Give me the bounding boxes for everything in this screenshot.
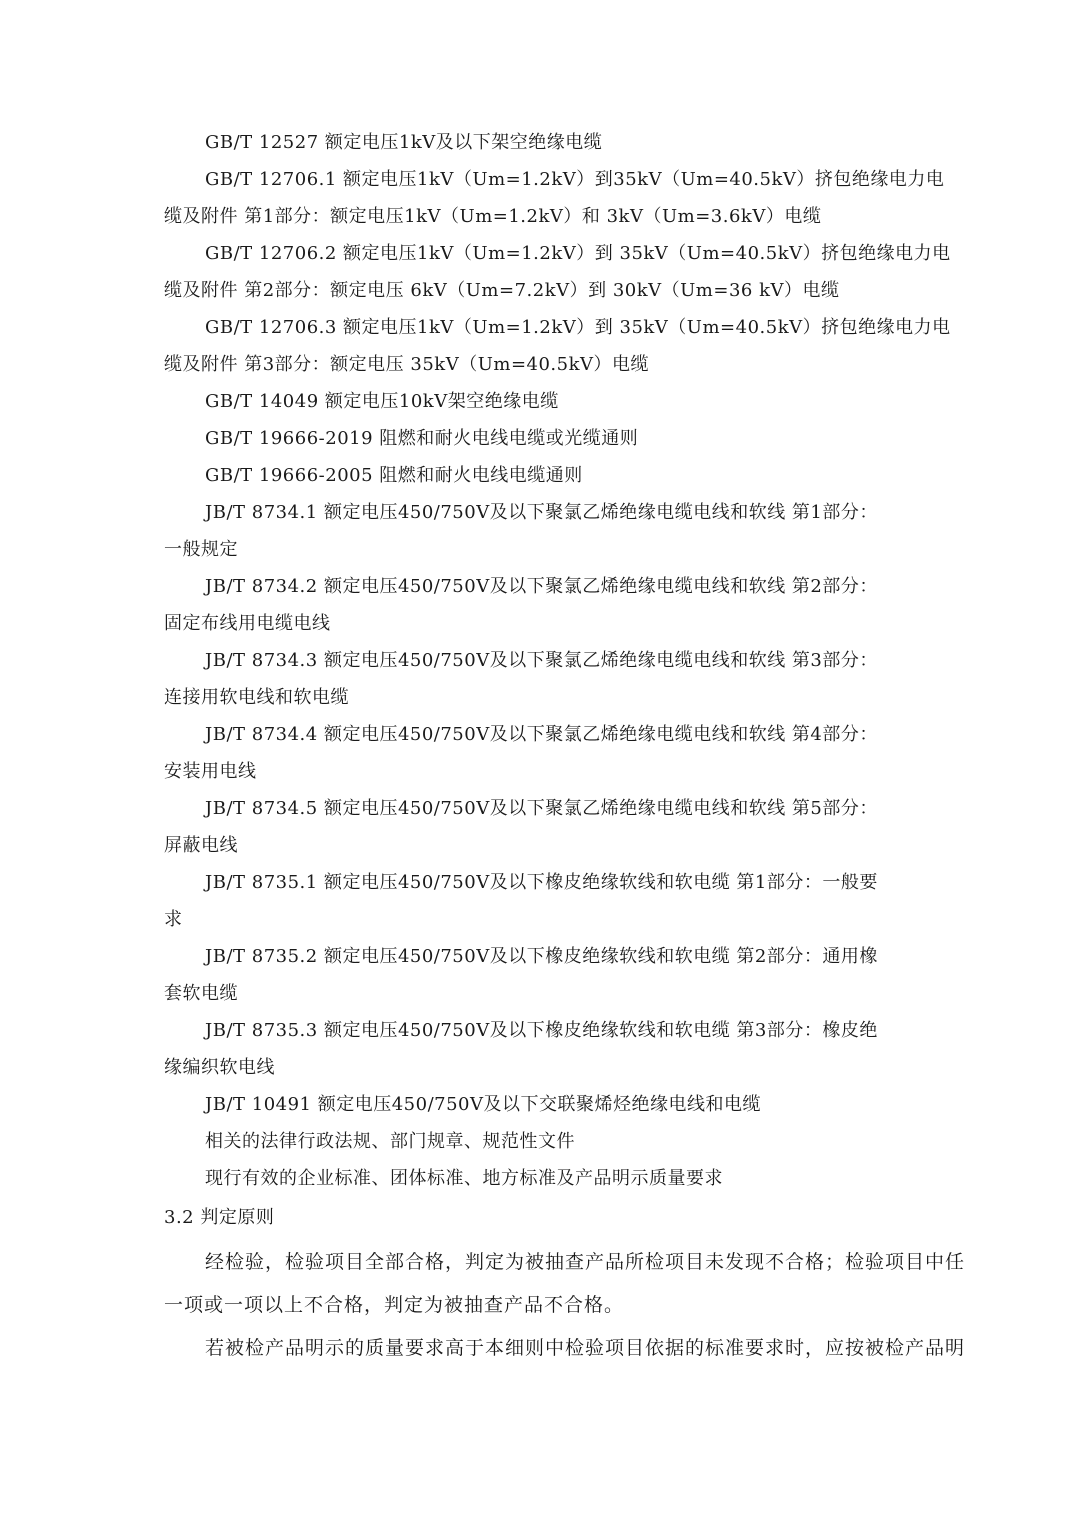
reference-line-continuation: 求 [164,909,183,930]
reference-line-continuation: 连接用软电线和软电缆 [164,687,349,708]
reference-line-continuation: 套软电缆 [164,983,238,1004]
reference-line-continuation: 缆及附件 第1部分：额定电压1kV（Um=1.2kV）和 3kV（Um=3.6kV）电缆 [164,206,822,227]
reference-line: GB/T 12706.1 额定电压1kV（Um=1.2kV）到35kV（Um=40.5kV）挤包绝缘电力电 [205,169,945,190]
reference-line-continuation: 缆及附件 第3部分：额定电压 35kV（Um=40.5kV）电缆 [164,354,650,375]
reference-line: JB/T 8735.2 额定电压450/750V及以下橡皮绝缘软线和软电缆 第2部分：通用橡 [205,946,878,967]
paragraph-line: 若被检产品明示的质量要求高于本细则中检验项目依据的标准要求时，应按被检产品明 [205,1337,966,1359]
reference-line-continuation: 缆及附件 第2部分：额定电压 6kV（Um=7.2kV）到 30kV（Um=36 kV）电缆 [164,280,840,301]
reference-line: JB/T 8735.1 额定电压450/750V及以下橡皮绝缘软线和软电缆 第1部分：一般要 [205,872,878,893]
reference-line: JB/T 8735.3 额定电压450/750V及以下橡皮绝缘软线和软电缆 第3部分：橡皮绝 [205,1020,878,1041]
reference-line: 现行有效的企业标准、团体标准、地方标准及产品明示质量要求 [205,1168,723,1189]
section-heading: 3.2 判定原则 [164,1207,275,1228]
reference-line: GB/T 19666-2019 阻燃和耐火电线电缆或光缆通则 [205,428,639,449]
reference-line: GB/T 19666-2005 阻燃和耐火电线电缆通则 [205,465,583,486]
paragraph-line: 一项或一项以上不合格，判定为被抽查产品不合格。 [164,1294,625,1316]
reference-line-continuation: 一般规定 [164,539,238,560]
reference-line: JB/T 8734.4 额定电压450/750V及以下聚氯乙烯绝缘电缆电线和软线 第4部分： [205,724,878,745]
reference-line-continuation: 安装用电线 [164,761,257,782]
reference-line: GB/T 12527 额定电压1kV及以下架空绝缘电缆 [205,132,603,153]
reference-line: JB/T 10491 额定电压450/750V及以下交联聚烯烃绝缘电线和电缆 [205,1094,761,1115]
reference-line: GB/T 12706.2 额定电压1kV（Um=1.2kV）到 35kV（Um=40.5kV）挤包绝缘电力电 [205,243,951,264]
paragraph-line: 经检验，检验项目全部合格，判定为被抽查产品所检项目未发现不合格；检验项目中任 [205,1251,966,1273]
reference-line: GB/T 12706.3 额定电压1kV（Um=1.2kV）到 35kV（Um=40.5kV）挤包绝缘电力电 [205,317,951,338]
reference-line-continuation: 缘编织软电线 [164,1057,275,1078]
reference-line: GB/T 14049 额定电压10kV架空绝缘电缆 [205,391,559,412]
reference-line: JB/T 8734.3 额定电压450/750V及以下聚氯乙烯绝缘电缆电线和软线 第3部分： [205,650,878,671]
reference-line-continuation: 固定布线用电缆电线 [164,613,331,634]
reference-line: JB/T 8734.2 额定电压450/750V及以下聚氯乙烯绝缘电缆电线和软线 第2部分： [205,576,878,597]
reference-line: JB/T 8734.5 额定电压450/750V及以下聚氯乙烯绝缘电缆电线和软线 第5部分： [205,798,878,819]
reference-line: 相关的法律行政法规、部门规章、规范性文件 [205,1131,575,1152]
reference-line-continuation: 屏蔽电线 [164,835,238,856]
reference-line: JB/T 8734.1 额定电压450/750V及以下聚氯乙烯绝缘电缆电线和软线 第1部分： [205,502,878,523]
